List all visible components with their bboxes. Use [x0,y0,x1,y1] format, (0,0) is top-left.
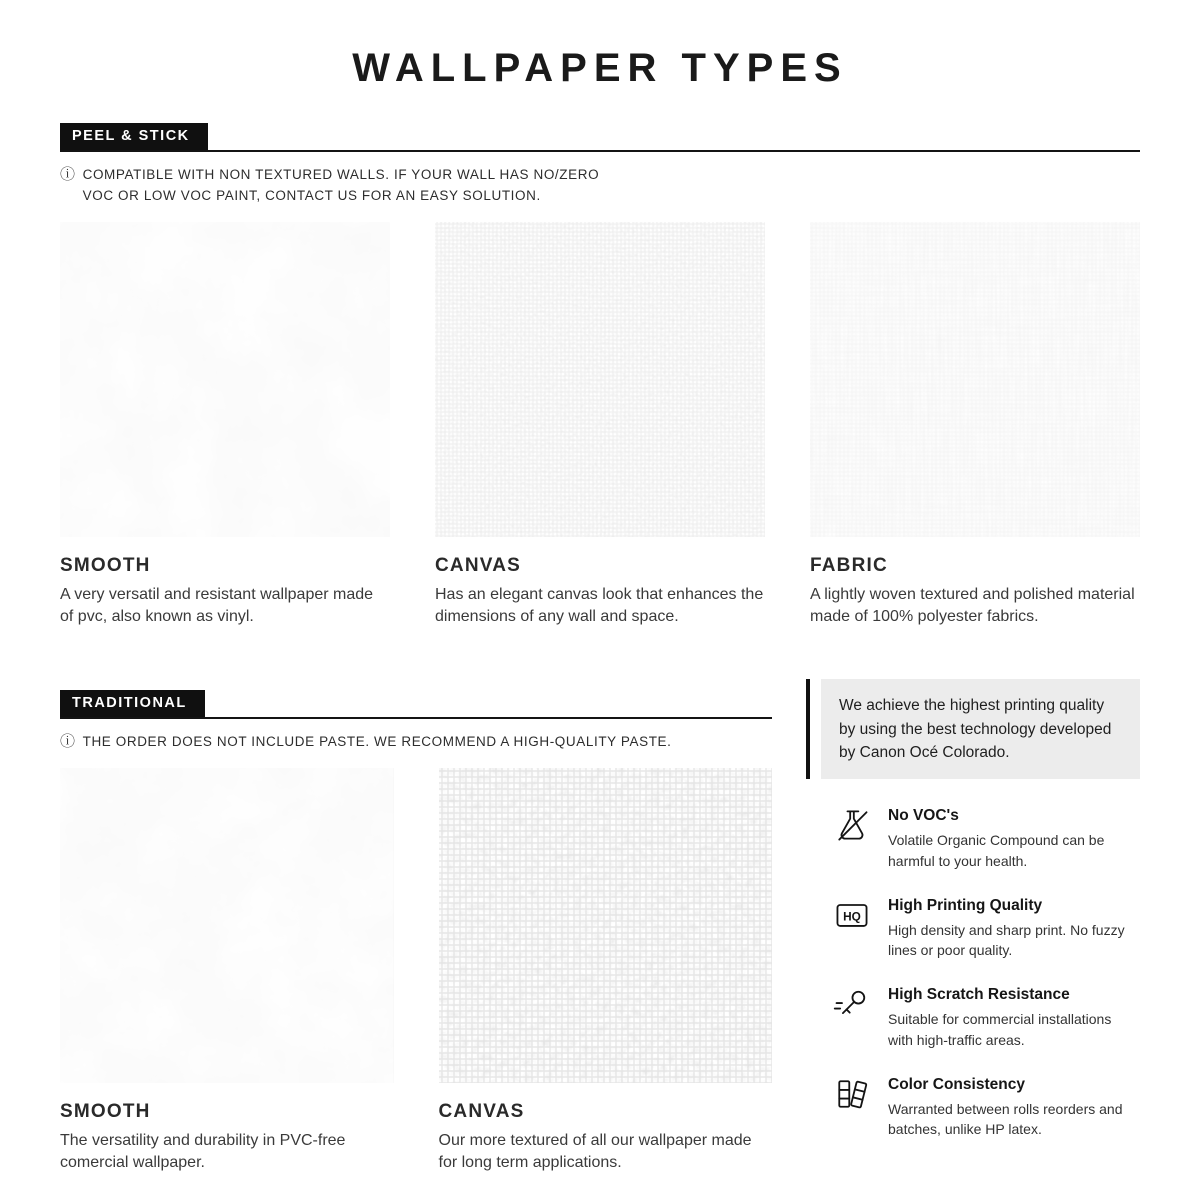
printing-quality-quote [806,679,1140,779]
page-title: WALLPAPER TYPES [352,46,848,90]
swatch-name: SMOOTH [60,554,151,576]
swatch-card-tr-canvas [439,768,773,1175]
smooth-texture-image [60,222,390,537]
feature-list [806,805,1140,1139]
note-line-2: VOC OR LOW VOC PAINT, CONTACT US FOR AN EASY SOLUTION. [82,188,541,204]
color-swatches-icon [832,1074,872,1114]
feature-color-consistency [832,1074,1140,1140]
traditional-badge: TRADITIONAL [60,690,205,717]
bottom-row [60,658,1140,1174]
swatch-description: A lightly woven textured and polished material made of 100% polyester fabrics. [810,585,1135,626]
quality-panel [806,658,1140,1174]
swatch-caption [439,1101,773,1175]
feature-description: Suitable for commercial installations with high-traffic areas. [888,1011,1112,1048]
feature-high-printing-quality [832,895,1140,961]
peel-and-stick-section [60,123,1140,628]
swatch-description: The versatility and durability in PVC-free comercial wallpaper. [60,1131,346,1171]
swatch-caption [810,555,1140,629]
swatch-name: FABRIC [810,554,888,576]
feature-description: Volatile Organic Compound can be harmful to your health. [888,832,1105,869]
swatch-name: CANVAS [435,554,522,576]
peel-and-stick-swatch-grid [60,222,1140,629]
swatch-name: SMOOTH [60,1100,151,1122]
note-text [83,164,600,207]
rough-canvas-texture-image [439,768,773,1083]
swatch-caption [60,1101,394,1175]
feature-text [888,984,1140,1050]
hq-badge-icon [832,895,872,935]
peel-and-stick-badge: PEEL & STICK [60,123,208,150]
fabric-texture-image [810,222,1140,537]
swatch-caption [435,555,765,629]
no-voc-icon [832,805,872,845]
swatch-card-ps-smooth [60,222,390,629]
swatch-description: Our more textured of all our wallpaper made for long term applications. [438,1131,752,1171]
canvas-texture-image [435,222,765,537]
info-icon: ⓘ [60,732,76,750]
feature-description: Warranted between rolls reorders and batches, unlike HP latex. [888,1101,1123,1138]
traditional-swatch-grid [60,768,772,1175]
feature-title: High Printing Quality [888,896,1043,914]
smooth-texture-image [60,768,394,1083]
feature-scratch-resistance [832,984,1140,1050]
peel-and-stick-note [60,164,1140,207]
feature-text [888,895,1140,961]
traditional-header [60,690,772,719]
swatch-caption [60,555,390,629]
swatch-card-ps-canvas [435,222,765,629]
swatch-name: CANVAS [438,1100,525,1122]
feature-title: Color Consistency [888,1076,1025,1093]
swatch-card-tr-smooth [60,768,394,1175]
feature-no-vocs [832,805,1140,871]
swatch-description: A very versatil and resistant wallpaper made of pvc, also known as vinyl. [60,585,374,626]
traditional-note [60,731,772,753]
feature-title: High Scratch Resistance [888,986,1070,1004]
traditional-section [60,658,772,1174]
swatch-description: Has an elegant canvas look that enhances the dimensions of any wall and space. [435,585,764,626]
feature-description: High density and sharp print. No fuzzy lines or poor quality. [888,921,1125,959]
hq-icon-label: HQ [843,909,861,924]
note-line-1: COMPATIBLE WITH NON TEXTURED WALLS. IF YOUR WALL HAS NO/ZERO [82,166,600,182]
info-icon: ⓘ [60,165,76,183]
quote-text: We achieve the highest printing quality by using the best technology developed by Canon Océ Colorado. [821,679,1140,779]
feature-text [888,1074,1140,1140]
swatch-card-ps-fabric [810,222,1140,629]
scratch-resistance-icon [832,984,872,1024]
feature-title: No VOC's [888,807,959,825]
peel-and-stick-header [60,123,1140,152]
quote-accent-bar [806,679,810,779]
note-text: THE ORDER DOES NOT INCLUDE PASTE. WE RECOMMEND A HIGH-QUALITY PASTE. [82,733,672,749]
feature-text [888,805,1140,871]
